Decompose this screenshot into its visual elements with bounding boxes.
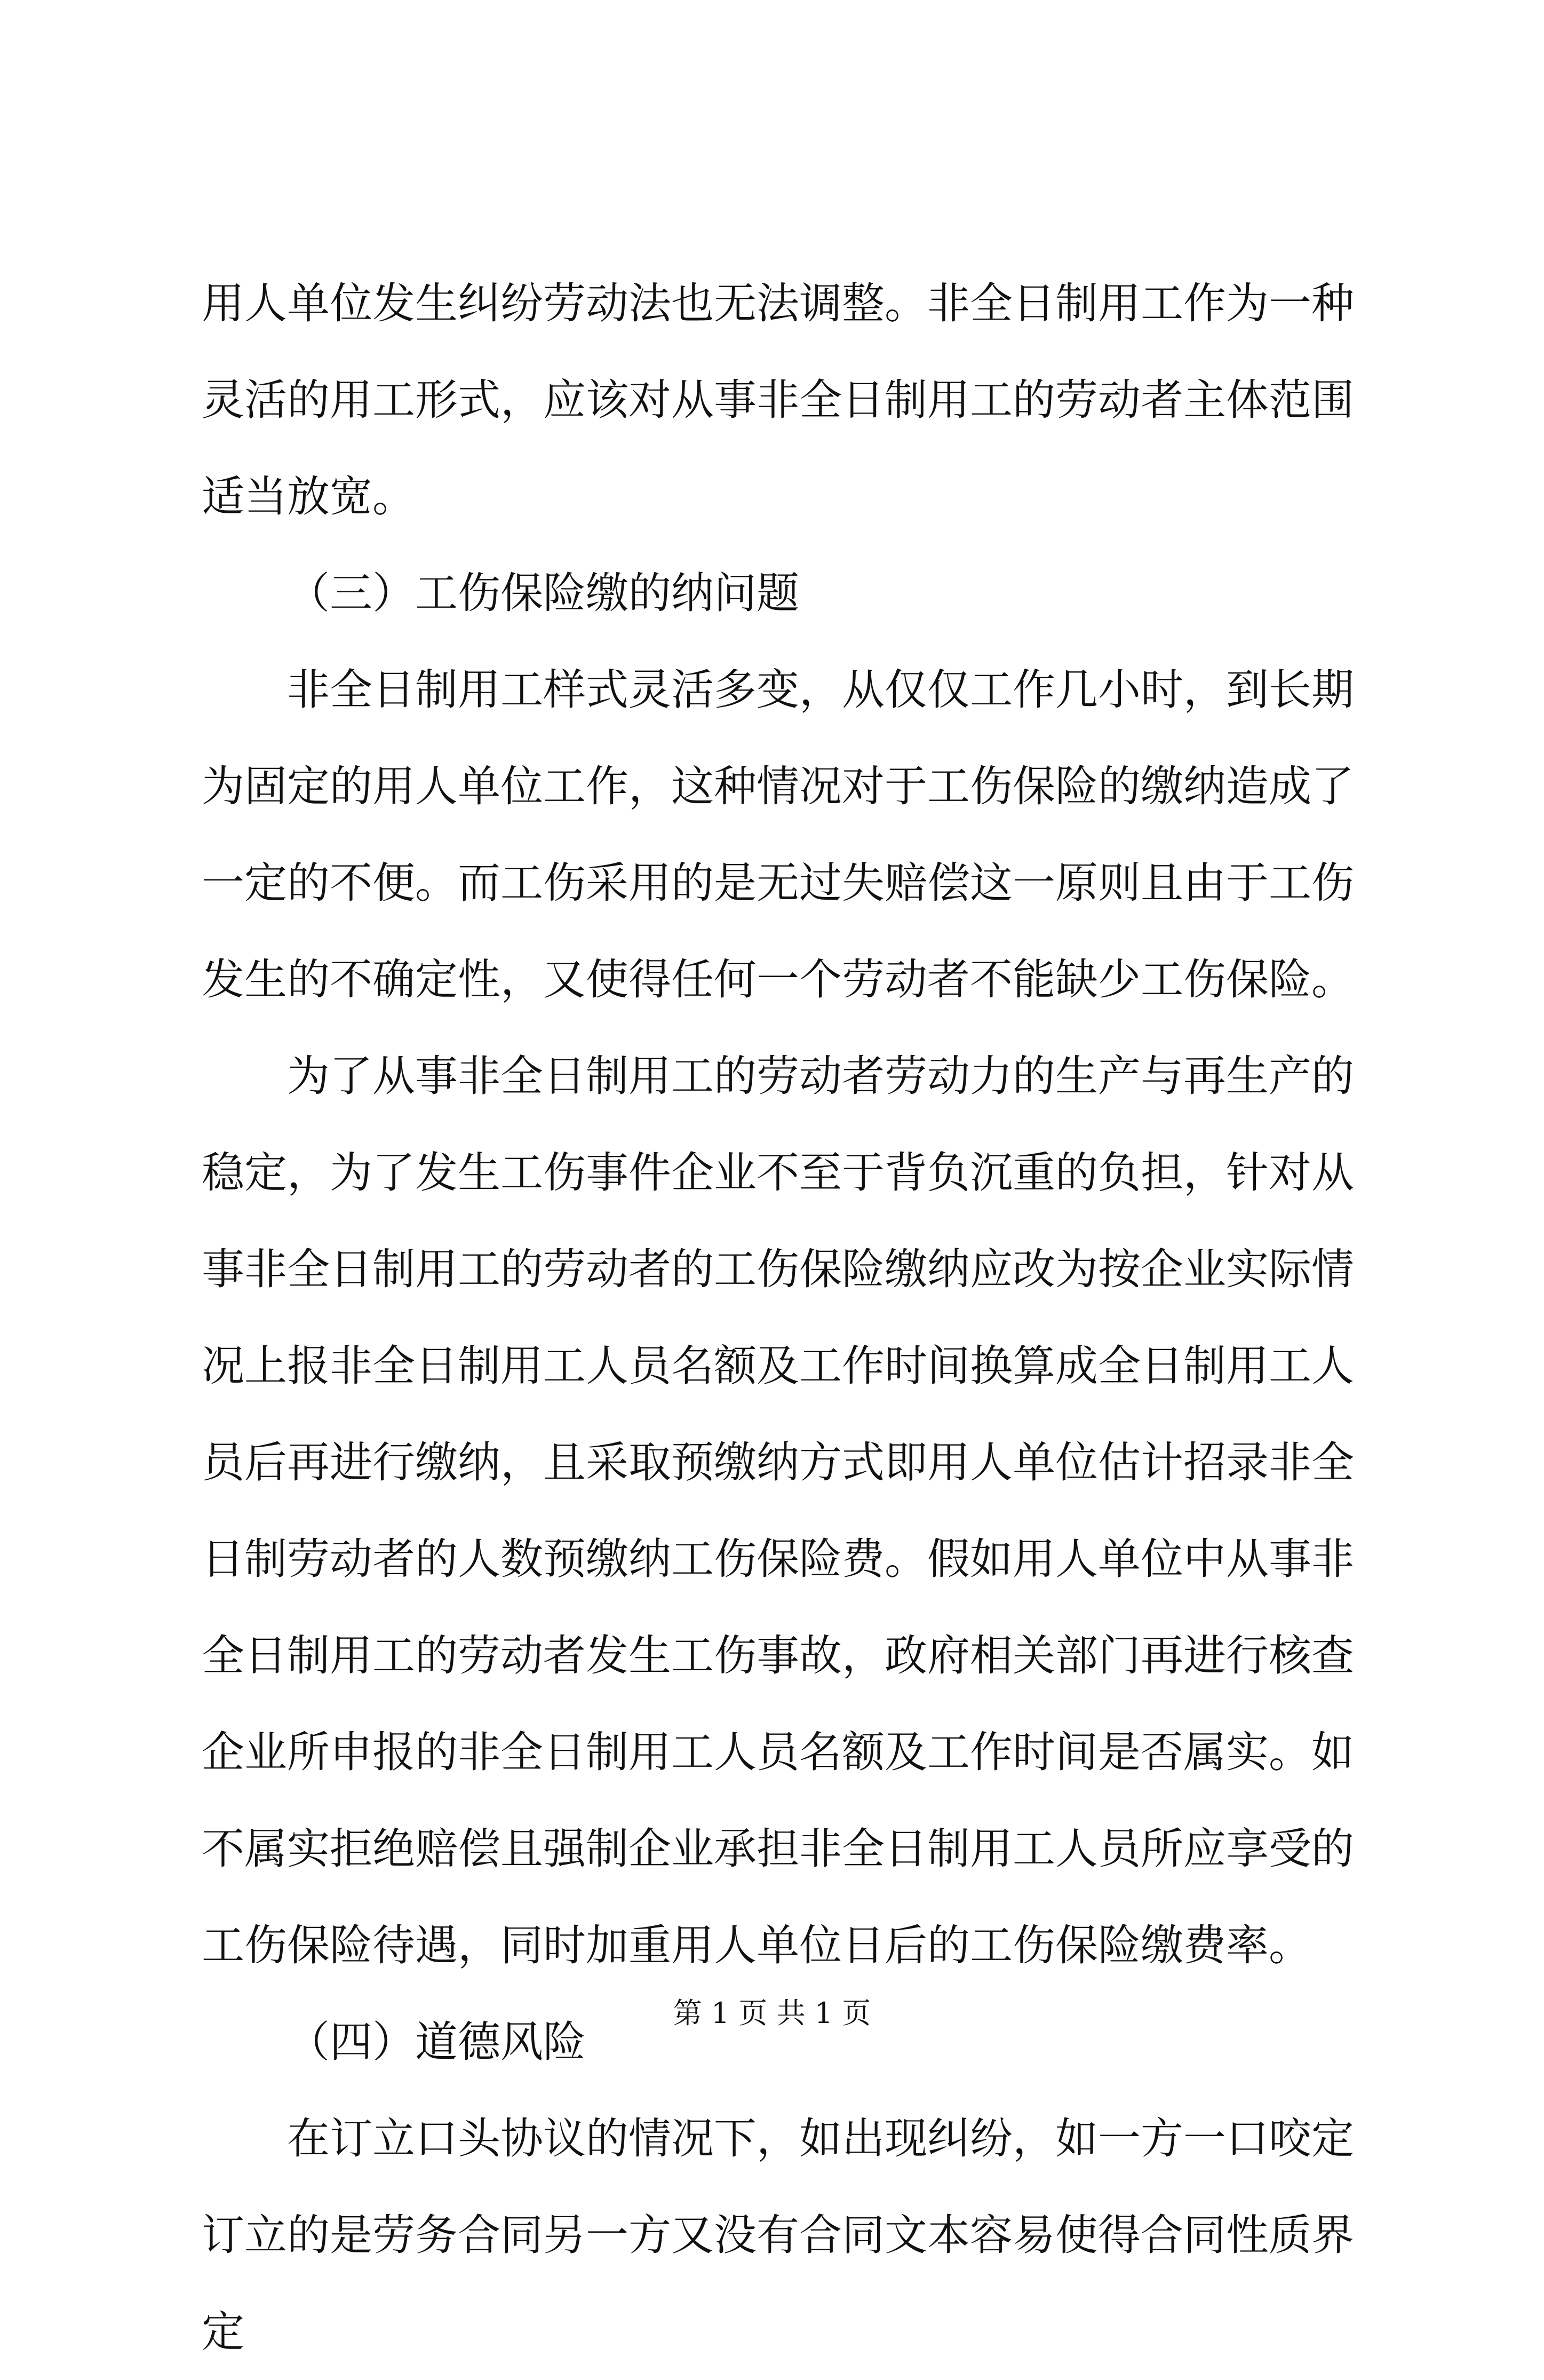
page-footer [0, 1995, 1544, 2032]
paragraph-work-injury-flexibility: 非全日制用工样式灵活多变，从仅仅工作几小时，到长期为固定的用人单位工作，这种情况对于工伤保险的缴纳造成了一定的不便。而工伤采用的是无过失赔偿这一原则且由于工伤发生的不确定性，又使得任何一个劳动者不能缺少工伤保险。 [202, 665, 1354, 1004]
paragraph-continuation: 用人单位发生纠纷劳动法也无法调整。非全日制用工作为一种灵活的用工形式，应该对从事非全日制用工的劳动者主体范围适当放宽。 [202, 279, 1354, 521]
paragraph-moral-risk: 在订立口头协议的情况下，如出现纠纷，如一方一口咬定订立的是劳务合同另一方又没有合同文本容易使得合同性质界定 [202, 2114, 1354, 2357]
document-body [202, 255, 1354, 2380]
page-number-label: 第 1 页 共 1 页 [673, 1996, 871, 2030]
paragraph-work-injury-payment: 为了从事非全日制用工的劳动者劳动力的生产与再生产的稳定，为了发生工伤事件企业不至于背负沉重的负担，针对从事非全日制用工的劳动者的工伤保险缴纳应改为按企业实际情况上报非全日制用工人员名额及工作时间换算成全日制用工人员后再进行缴纳，且采取预缴纳方式即用人单位估计招录非全日制劳动者的人数预缴纳工伤保险费。假如用人单位中从事非全日制用工的劳动者发生工伤事故，政府相关部门再进行核查企业所申报的非全日制用工人员名额及工作时间是否属实。如不属实拒绝赔偿且强制企业承担非全日制用工人员所应享受的工伤保险待遇，同时加重用人单位日后的工伤保险缴费率。 [202, 1051, 1354, 1970]
section-heading-four: （四）道德风险 [287, 2017, 586, 2067]
section-heading-three: （三）工伤保险缴的纳问题 [287, 568, 799, 618]
